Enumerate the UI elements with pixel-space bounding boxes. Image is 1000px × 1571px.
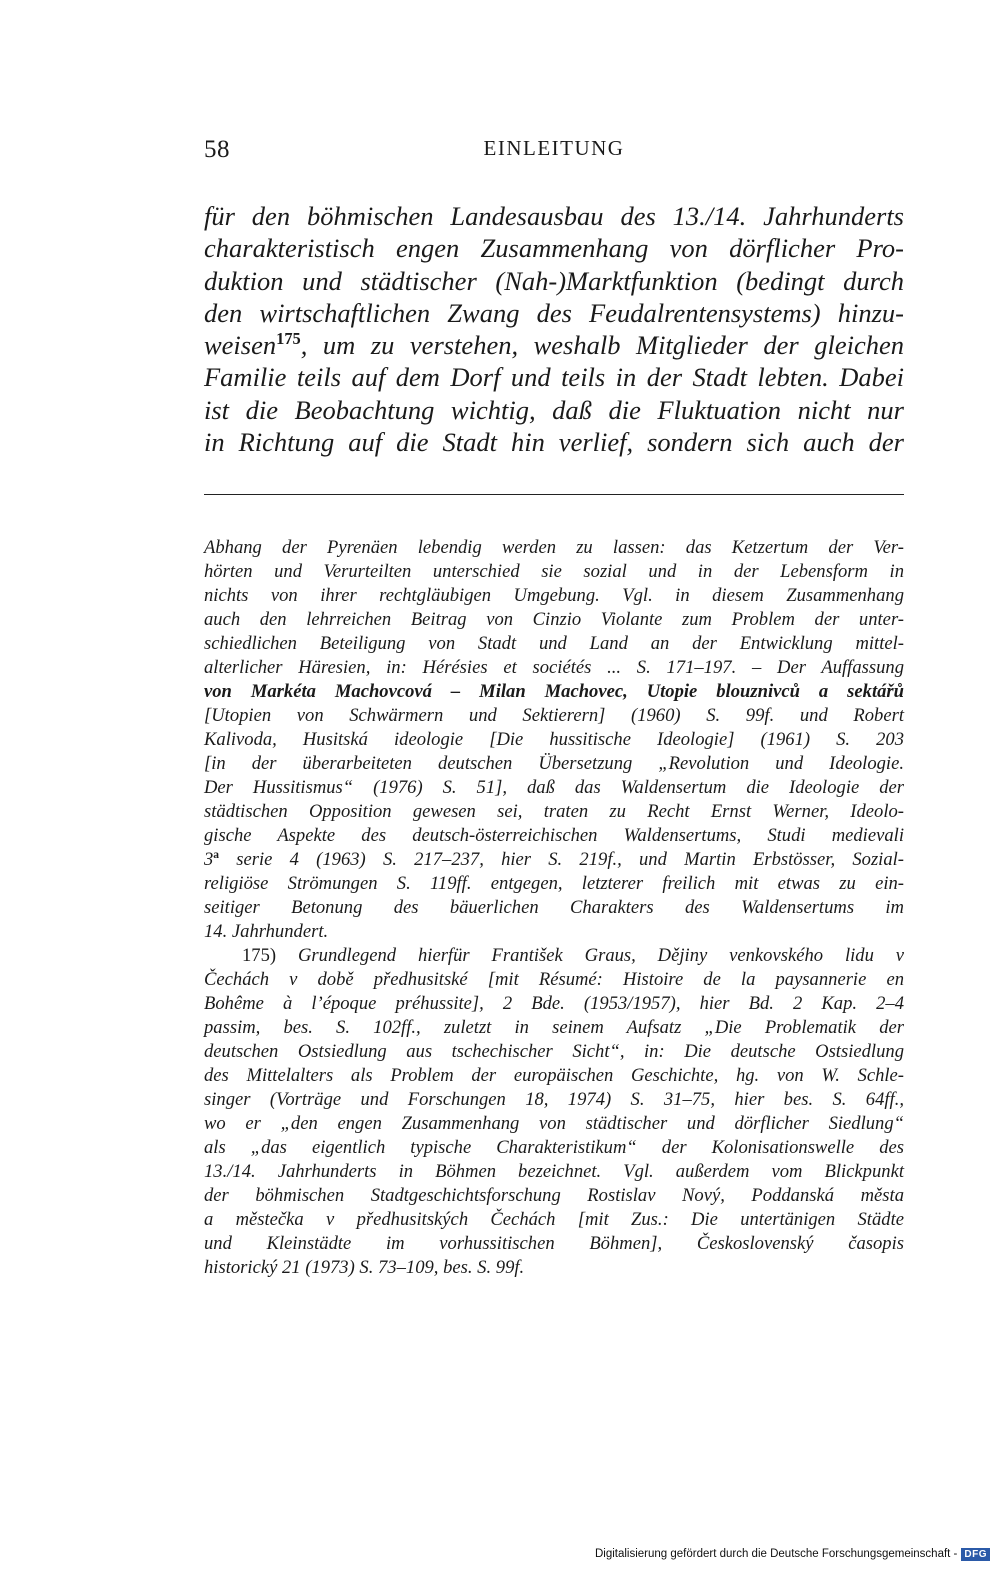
footnote-line: und Kleinstädte im vorhussitischen Böhmen], Československý časopis xyxy=(204,1233,904,1254)
footnote-line: Bohême à l’époque préhussite], 2 Bde. (1953/1957), hier Bd. 2 Kap. 2–4 xyxy=(204,993,904,1014)
footnote-line xyxy=(204,944,904,968)
footnote-line: a městečka v předhusitských Čechách [mit Zus.: Die untertänigen Städte xyxy=(204,1209,904,1230)
body-line: in Richtung auf die Stadt hin verlief, sondern sich auch der xyxy=(204,427,904,458)
footnote-line: singer (Vorträge und Forschungen 18, 1974) S. 31–75, hier bes. S. 64ff., xyxy=(204,1089,904,1110)
footnote-line: nichts von ihrer rechtgläubigen Umgebung. Vgl. in diesem Zusammenhang xyxy=(204,585,904,606)
running-head: EINLEITUNG xyxy=(483,136,625,160)
footnote-ref-175: 175 xyxy=(276,329,301,349)
footnote-line: alterlicher Häresien, in: Hérésies et sociétés ... S. 171–197. – Der Auffassung xyxy=(204,657,904,678)
footnote-line: auch den lehrreichen Beitrag von Cinzio Violante zum Problem der unter- xyxy=(204,609,904,630)
footnote-line: 13./14. Jahrhunderts in Böhmen bezeichnet. Vgl. außerdem vom Blickpunkt xyxy=(204,1161,904,1182)
footnote-line: historický 21 (1973) S. 73–109, bes. S. 99f. xyxy=(204,1257,525,1278)
footnote-number: 175) xyxy=(242,945,277,966)
footnote-divider xyxy=(204,494,904,495)
footnote-175 xyxy=(204,944,904,1280)
footnote-line: 14. Jahrhundert. xyxy=(204,921,329,942)
body-line: Familie teils auf dem Dorf und teils in der Stadt lebten. Dabei xyxy=(204,362,904,393)
footnote-line: seitiger Betonung des bäuerlichen Charakters des Waldensertums im xyxy=(204,897,904,918)
footnote-line: Der Hussitismus“ (1976) S. 51], daß das Waldensertum die Ideologie der xyxy=(204,777,904,798)
footnote-line: [Utopien von Schwärmern und Sektierern] (1960) S. 99f. und Robert xyxy=(204,705,904,726)
footnote-fragment: 3 xyxy=(204,849,214,870)
footnote-line: der böhmischen Stadtgeschichtsforschung Rostislav Nový, Poddanská města xyxy=(204,1185,904,1206)
footnote-line: hörten und Verurteilten unterschied sie sozial und in der Lebensform in xyxy=(204,561,904,582)
footnote-line: als „das eigentlich typische Charakteristikum“ der Kolonisationswelle des xyxy=(204,1137,904,1158)
body-line: den wirtschaftlichen Zwang des Feudalrentensystems) hinzu- xyxy=(204,297,904,328)
body-fragment: , um zu verstehen, weshalb Mitglieder der gleichen xyxy=(300,330,904,361)
footnote-superscript: a xyxy=(213,848,220,861)
footnote-line: Čechách v době předhusitské [mit Résumé: Histoire de la paysannerie en xyxy=(204,969,904,990)
footnote-line: von Markéta Machovcová – Milan Machovec, Utopie blouznivců a sektářů xyxy=(204,681,904,702)
body-line: duktion und städtischer (Nah-)Marktfunktion (bedingt durch xyxy=(204,265,904,296)
footnote-line: Abhang der Pyrenäen lebendig werden zu lassen: das Ketzertum der Ver- xyxy=(204,537,904,558)
footnote-line: religiöse Strömungen S. 119ff. entgegen, letzterer freilich mit etwas zu ein- xyxy=(204,873,904,894)
dfg-credit xyxy=(595,1545,990,1563)
footnote-fragment: Grundlegend hierfür František Graus, Dějiny venkovského lidu v xyxy=(297,945,905,966)
dfg-logo: DFG xyxy=(961,1548,990,1561)
footnote-line: deutschen Ostsiedlung aus tschechischer Sicht“, in: Die deutsche Ostsiedlung xyxy=(204,1041,904,1062)
footnote-line: [in der überarbeiteten deutschen Übersetzung „Revolution und Ideologie. xyxy=(204,753,904,774)
footnote-fragment: serie 4 (1963) S. 217–237, hier S. 219f., und Martin Erbstösser, Sozial- xyxy=(219,849,904,870)
body-fragment: weisen xyxy=(204,330,277,361)
body-text xyxy=(204,200,904,458)
footnote-line: schiedlichen Beteiligung von Stadt und Land an der Entwicklung mittel- xyxy=(204,633,904,654)
footnote-line: gische Aspekte des deutsch-österreichischen Waldensertums, Studi medievali xyxy=(204,825,904,846)
body-line: für den böhmischen Landesausbau des 13./14. Jahrhunderts xyxy=(204,201,904,231)
body-line xyxy=(204,329,904,361)
footnote-174-continued xyxy=(204,536,904,944)
body-line: charakteristisch engen Zusammenhang von dörflicher Pro- xyxy=(204,233,904,264)
footnote-line: wo er „den engen Zusammenhang von städtischer und dörflicher Siedlung“ xyxy=(204,1113,904,1134)
body-line: ist die Beobachtung wichtig, daß die Fluktuation nicht nur xyxy=(204,394,904,425)
dfg-credit-text: Digitalisierung gefördert durch die Deutsche Forschungsgemeinschaft - xyxy=(594,1548,958,1560)
footnote-line xyxy=(204,848,904,872)
page-header xyxy=(204,136,904,170)
footnote-line: passim, bes. S. 102ff., zuletzt in seinem Aufsatz „Die Problematik der xyxy=(204,1017,904,1038)
footnote-line: des Mittelalters als Problem der europäischen Geschichte, hg. von W. Schle- xyxy=(204,1065,904,1086)
footnote-line: Kalivoda, Husitská ideologie [Die hussitische Ideologie] (1961) S. 203 xyxy=(204,729,904,750)
page-number: 58 xyxy=(204,136,230,163)
footnote-line: städtischen Opposition gewesen sei, traten zu Recht Ernst Werner, Ideolo- xyxy=(204,801,904,822)
footnotes xyxy=(204,536,904,1280)
